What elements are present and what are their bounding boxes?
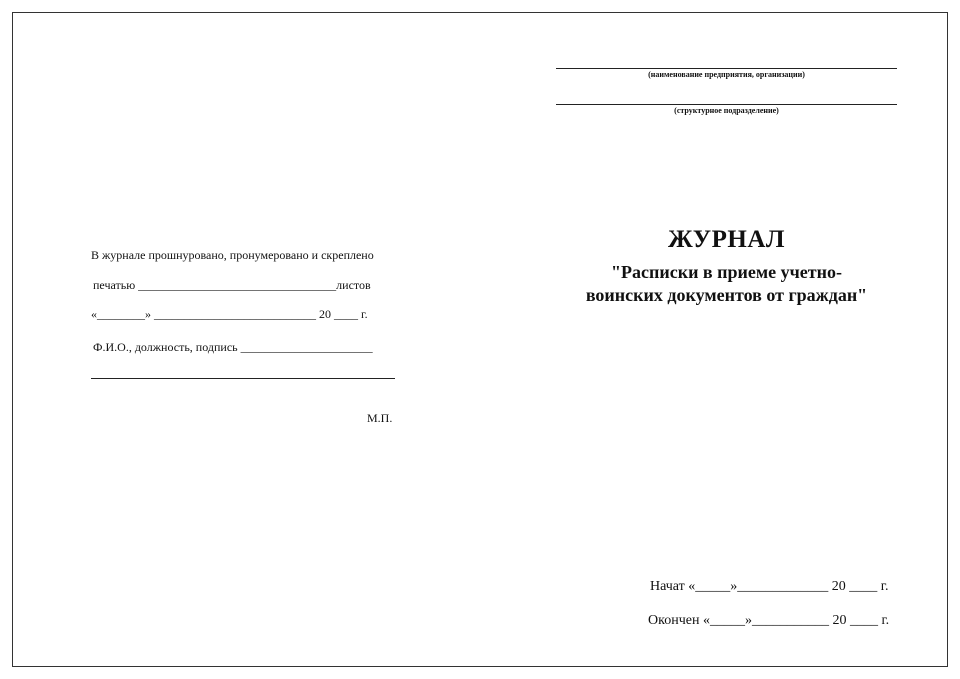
journal-title: ЖУРНАЛ: [667, 226, 786, 253]
organization-caption: (наименование предприятия, организации): [648, 70, 805, 79]
journal-start-date: Начат «_____»_____________ 20 ____ г.: [650, 579, 889, 594]
certification-line-1: В журнале прошнуровано, пронумеровано и скреплено: [91, 248, 374, 262]
journal-end-date: Окончен «_____»___________ 20 ____ г.: [648, 613, 890, 628]
journal-subtitle-line-2: воинских документов от граждан": [585, 285, 868, 305]
division-name-line: [556, 104, 897, 105]
certification-date-line: «________» ___________________________ 20 ____ г.: [91, 307, 368, 321]
certification-sheets-line: печатью _________________________________листов: [93, 278, 371, 292]
organization-name-line: [556, 68, 897, 69]
certification-blank-line: [91, 378, 395, 379]
journal-subtitle-line-1: "Расписки в приеме учетно-: [610, 262, 842, 282]
certification-signature-line: Ф.И.О., должность, подпись ______________________: [93, 340, 373, 354]
stamp-place-label: М.П.: [367, 411, 393, 425]
division-caption: (структурное подразделение): [674, 106, 779, 115]
